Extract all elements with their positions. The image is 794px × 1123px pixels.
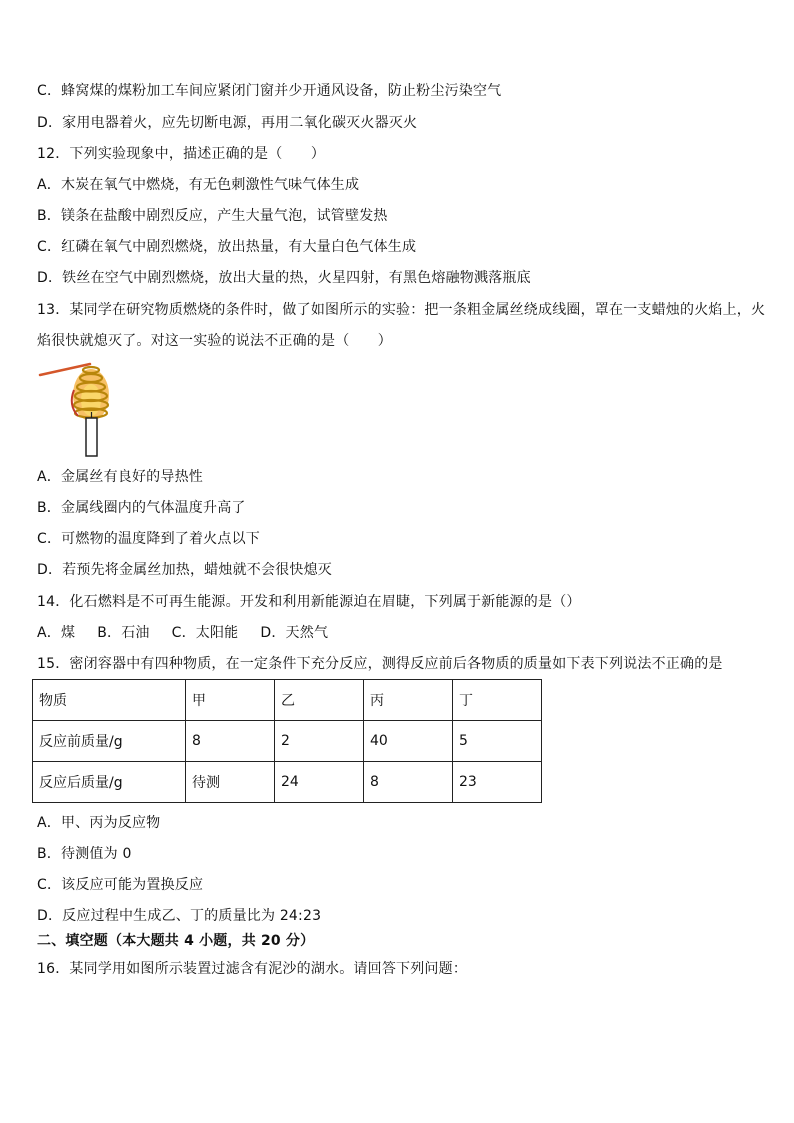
table-cell: 丁 [453,680,542,721]
q16-stem: 16．某同学用如图所示装置过滤含有泥沙的湖水。请回答下列问题： [37,961,468,977]
q15-option-a: A．甲、丙为反应物 [37,815,161,831]
table-cell: 23 [453,762,542,803]
q12-stem: 12．下列实验现象中，描述正确的是（ ） [37,146,326,162]
table-cell: 24 [275,762,364,803]
table-cell: 8 [186,721,275,762]
candle [86,418,97,456]
q12-option-c: C．红磷在氧气中剧烈燃烧，放出热量，有大量白色气体生成 [37,239,417,255]
q15-option-c: C．该反应可能为置换反应 [37,877,204,893]
table-cell: 8 [364,762,453,803]
table-cell: 反应前质量/g [33,721,186,762]
q15-option-b: B．待测值为 0 [37,846,132,862]
table-row [33,721,542,762]
table-cell: 丙 [364,680,453,721]
q12-option-d: D．铁丝在空气中剧烈燃烧，放出大量的热，火星四射，有黑色熔融物溅落瓶底 [37,270,531,286]
table-header-row [33,680,542,721]
q13-option-c: C．可燃物的温度降到了着火点以下 [37,531,260,547]
q14-option-c: C．太阳能 [171,625,239,641]
q14-option-a: A．煤 [37,625,76,641]
table-cell: 5 [453,721,542,762]
mass-table [32,679,542,803]
q13-option-b: B．金属线圈内的气体温度升高了 [37,500,246,516]
q13-stem-line1: 13．某同学在研究物质燃烧的条件时，做了如图所示的实验：把一条粗金属丝绕成线圈，罩在一支蜡烛的火焰上，火 [37,302,766,318]
candle-coil-figure [38,360,138,460]
metal-coil [74,367,108,418]
q13-option-a: A．金属丝有良好的导热性 [37,469,203,485]
q13-option-d: D．若预先将金属丝加热，蜡烛就不会很快熄灭 [37,562,332,578]
q15-stem: 15．密闭容器中有四种物质，在一定条件下充分反应，测得反应前后各物质的质量如下表下列说法不正确的是 [37,656,723,672]
q14-option-d: D．天然气 [260,625,329,641]
q12-option-b: B．镁条在盐酸中剧烈反应，产生大量气泡，试管壁发热 [37,208,388,224]
table-cell: 甲 [186,680,275,721]
q14-options [37,624,350,642]
q14-stem: 14．化石燃料是不可再生能源。开发和利用新能源迫在眉睫，下列属于新能源的是（） [37,594,581,610]
table-cell: 物质 [33,680,186,721]
q11-option-d: D．家用电器着火，应先切断电源，再用二氧化碳灭火器灭火 [37,115,418,131]
q12-option-a: A．木炭在氧气中燃烧，有无色刺激性气味气体生成 [37,177,360,193]
table-cell: 乙 [275,680,364,721]
table-row [33,762,542,803]
table-cell: 反应后质量/g [33,762,186,803]
section-heading-fill-in: 二、填空题（本大题共 4 小题，共 20 分） [37,933,315,949]
q11-option-c: C．蜂窝煤的煤粉加工车间应紧闭门窗并少开通风设备，防止粉尘污染空气 [37,83,502,99]
table-cell: 待测 [186,762,275,803]
q14-option-b: B．石油 [97,625,150,641]
table-cell: 2 [275,721,364,762]
table-cell: 40 [364,721,453,762]
q13-stem-line2: 焰很快就熄灭了。对这一实验的说法不正确的是（ ） [37,333,392,349]
q15-option-d: D．反应过程中生成乙、丁的质量比为 24:23 [37,908,322,924]
